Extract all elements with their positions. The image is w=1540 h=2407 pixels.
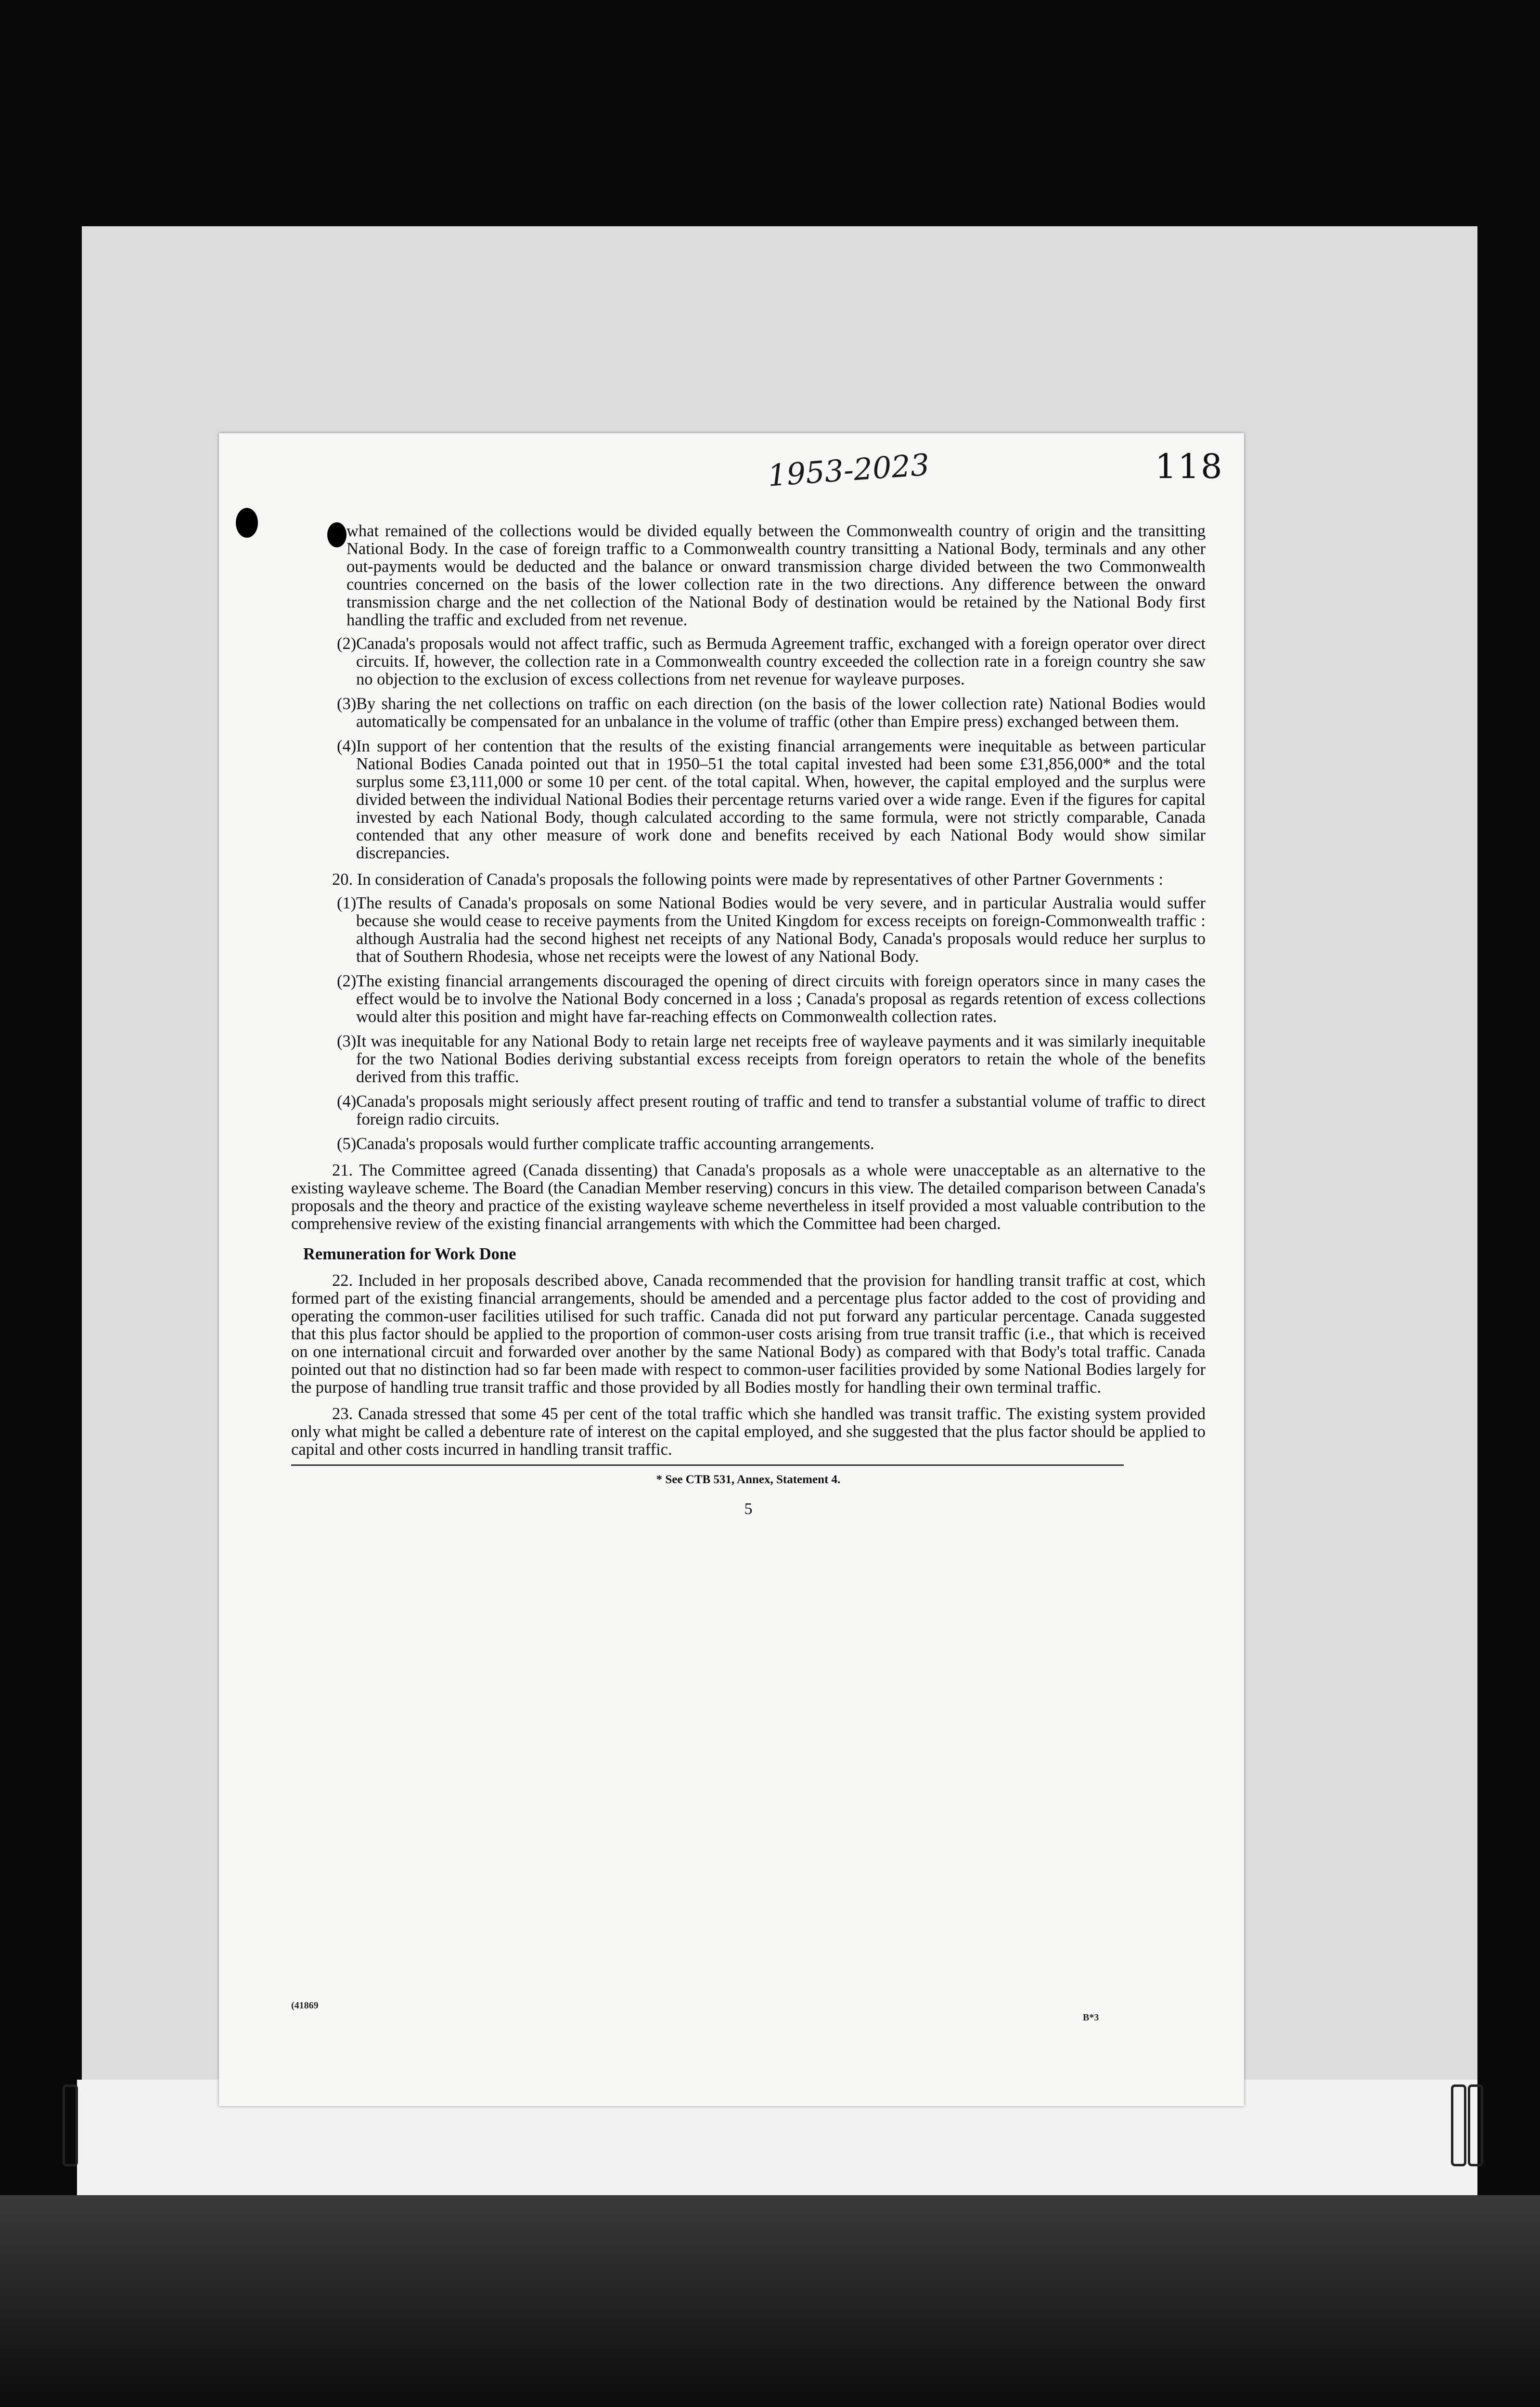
paragraph-23: 23. Canada stressed that some 45 per cent of the total traffic which she handled was transit traffic. The existing system provided only what might be called a debenture rate of interest on the capital employed, and she suggested that the plus factor should be applied to capital and other costs incurred in handling transit traffic. (291, 1405, 1206, 1459)
item-text: Canada's proposals would further complicate traffic accounting arrangements. (356, 1135, 874, 1153)
item-text: Canada's proposals would not affect traffic, such as Bermuda Agreement traffic, exchanged with a foreign operator over direct circuits. If, however, the collection rate in a Commonwealth country exceeded the collection rate in a foreign country she saw no objection to the exclusion of excess collections from net revenue for wayleave purposes. (356, 634, 1206, 688)
handwritten-reference: 1953-2023 (766, 447, 931, 493)
binder-clip-right (1451, 2084, 1466, 2166)
folio-number: 118 (1155, 447, 1224, 486)
section-heading: Remuneration for Work Done (303, 1245, 516, 1263)
signature-mark: B*3 (1083, 2012, 1099, 2023)
item-text: By sharing the net collections on traffic on each direction (on the basis of the lower collection rate) National Bodies would automatically be compensated for an unbalance in the volume of traffic (other than Empire press) exchanged between them. (356, 695, 1206, 731)
punch-hole (236, 508, 258, 538)
binder-clip-right-2 (1468, 2084, 1483, 2166)
list-item (337, 1033, 1206, 1086)
list-item (337, 738, 1206, 862)
list-item (337, 894, 1206, 966)
footnote: * See CTB 531, Annex, Statement 4. (656, 1473, 841, 1486)
document-page (219, 433, 1244, 2106)
paragraph-22: 22. Included in her proposals described above, Canada recommended that the provision for handling transit traffic at cost, which formed part of the existing financial arrangements, should be amended and a percentage plus factor added to the cost of providing and operating the common-user facilities utilised for such traffic. Canada did not put forward any particular percentage. Canada suggested that this plus factor should be applied to the proportion of common-user costs arising from true transit traffic (i.e., that which is received on one international circuit and forwarded over another by the same National Body) as compared with that Body's total traffic. Canada pointed out that no distinction had so far been made with respect to common-user facilities provided by some National Bodies largely for the purpose of handling true transit traffic and those provided by all Bodies mostly for handling their own terminal traffic. (291, 1271, 1206, 1397)
item-text: Canada's proposals might seriously affect present routing of traffic and tend to transfer a substantial volume of traffic to direct foreign radio circuits. (356, 1092, 1206, 1128)
scanner-shadow (0, 2195, 1540, 2407)
paragraph-21: 21. The Committee agreed (Canada dissenting) that Canada's proposals as a whole were unacceptable as an alternative to the existing wayleave scheme. The Board (the Canadian Member reserving) concurs in this view. The detailed comparison between Canada's proposals and the theory and practice of the existing wayleave scheme nevertheless in itself provided a most valuable contribution to the comprehensive review of the existing financial arrangements with which the Committee had been charged. (291, 1161, 1206, 1233)
item-number: (4) (337, 737, 357, 755)
item-number: (1) (337, 894, 357, 912)
footnote-rule (291, 1464, 1124, 1466)
item-number: (5) (337, 1135, 357, 1153)
binder-clip-left (63, 2084, 78, 2166)
item-number: (4) (337, 1092, 357, 1111)
item-number: (3) (337, 695, 357, 713)
continued-paragraph: what remained of the collections would be divided equally between the Commonwealth country of origin and the transitting National Body. In the case of foreign traffic to a Commonwealth country transitting a National Body, terminals and any other out-payments would be deducted and the balance or onward transmission charge divided between the two Commonwealth countries concerned on the basis of the lower collection rate in the two directions. Any difference between the onward transmission charge and the net collection of the National Body of destination would be retained by the National Body first handling the traffic and excluded from net revenue. (346, 522, 1206, 629)
item-number: (2) (337, 634, 357, 653)
item-number: (3) (337, 1032, 357, 1050)
list-item (337, 1093, 1206, 1128)
item-text: The existing financial arrangements discouraged the opening of direct circuits with foreign operators since in many cases the effect would be to involve the National Body concerned in a loss ; Canada's proposal as regards retention of excess collections would alter this position and might have far-reaching effects on Commonwealth collection rates. (356, 972, 1206, 1026)
item-number: (2) (337, 972, 357, 990)
item-text: It was inequitable for any National Body to retain large net receipts free of wayleave payments and it was similarly inequitable for the two National Bodies deriving substantial excess receipts from foreign operators to retain the whole of the benefits derived from this traffic. (356, 1032, 1206, 1086)
list-item (337, 635, 1206, 688)
paragraph-20: 20. In consideration of Canada's proposals the following points were made by representatives of other Partner Governments : (332, 870, 1163, 889)
list-item (337, 972, 1206, 1026)
page-number: 5 (744, 1500, 753, 1518)
print-code: (41869 (291, 2000, 319, 2011)
item-text: In support of her contention that the results of the existing financial arrangements were inequitable as between particular National Bodies Canada pointed out that in 1950–51 the total capital invested had been some £31,856,000* and the total surplus some £3,111,000 or some 10 per cent. of the total capital. When, however, the capital employed and the surplus were divided between the individual National Bodies their percentage returns varied over a wide range. Even if the figures for capital invested by each National Body, though calculated according to the same formula, were not strictly comparable, Canada contended that any other measure of work done and benefits received by each National Body would show similar discrepancies. (356, 737, 1206, 862)
document-body (291, 522, 1206, 1518)
list-item (337, 1135, 1206, 1153)
item-text: The results of Canada's proposals on some National Bodies would be very severe, and in particular Australia would suffer because she would cease to receive payments from the United Kingdom for excess receipts on foreign-Commonwealth traffic : although Australia had the second highest net receipts of any National Body, Canada's proposals would reduce her surplus to that of Southern Rhodesia, whose net receipts were the lowest of any National Body. (356, 894, 1206, 966)
list-item (337, 695, 1206, 731)
